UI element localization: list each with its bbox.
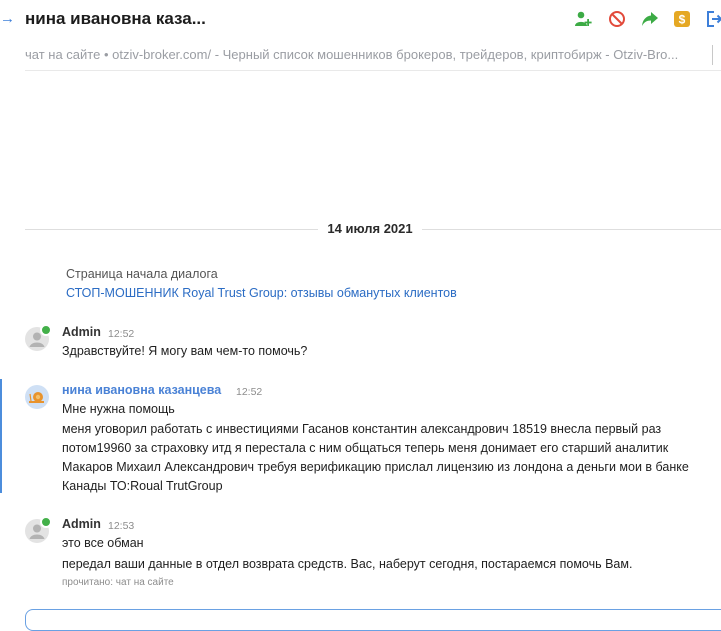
toolbar [572, 8, 721, 32]
header-divider [25, 70, 721, 71]
dialog-start-caption: Страница начала диалога [66, 267, 218, 281]
read-status: прочитано: чат на сайте [62, 577, 174, 588]
date-separator: 14 июля 2021 [318, 221, 422, 236]
date-divider-right [422, 229, 721, 230]
add-user-icon[interactable] [572, 8, 594, 30]
forward-icon[interactable] [639, 8, 661, 30]
message-text: Мне нужна помощь [62, 402, 175, 416]
message-author: Admin [62, 325, 101, 339]
avatar [25, 327, 49, 351]
date-divider-left [25, 229, 318, 230]
message-time: 12:52 [236, 386, 263, 398]
svg-text:$: $ [678, 12, 686, 27]
message-text: меня уговорил работать с инвестициями Гасанов константин александрович 18519 внесла первый раз потом19960 за страховку итд я перестала с ним общаться теперь меня донимает его старший аналитик Макаров Михаил Александрович требуя верификацию прислал лицензию из лондона а деньги мои в банке Канады ТО:Roual TrutGroup [62, 422, 689, 493]
snail-icon [25, 385, 49, 409]
message-author: нина ивановна казанцева [62, 383, 222, 397]
avatar [25, 519, 49, 543]
message-time: 12:52 [108, 328, 135, 340]
online-status-dot [40, 516, 52, 528]
message-text: передал ваши данные в отдел возврата средств. Вас, наберут сегодня, постараемся помочь Вам. [62, 557, 633, 571]
back-arrow-icon[interactable]: → [0, 10, 15, 27]
message-input[interactable] [25, 609, 721, 631]
visitor-avatar [25, 385, 49, 409]
message-time: 12:53 [108, 520, 135, 532]
scrollbar[interactable] [712, 45, 713, 65]
exit-icon[interactable] [703, 8, 721, 30]
message-text: это все обман [62, 536, 144, 550]
message-author: Admin [62, 517, 101, 531]
dollar-icon[interactable] [671, 8, 693, 30]
dialog-start-link[interactable]: СТОП-МОШЕННИК Royal Trust Group: отзывы обманутых клиентов [66, 286, 457, 300]
message-text: Здравствуйте! Я могу вам чем-то помочь? [62, 344, 308, 358]
active-message-marker [0, 379, 2, 493]
online-status-dot [40, 324, 52, 336]
page-title: нина ивановна каза... [25, 9, 206, 28]
chat-source-subtitle: чат на сайте • otziv-broker.com/ - Черный список мошенников брокеров, трейдеров, криптобирж - Otziv-Bro... [25, 47, 679, 62]
block-icon[interactable] [606, 8, 628, 30]
